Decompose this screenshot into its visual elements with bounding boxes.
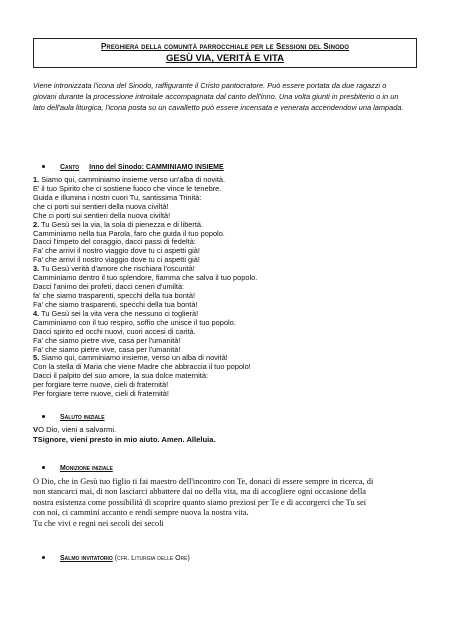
intro-line: giovani durante la processione introitale accompagnata dal canto dell'inno. Una volta giunti in presbiterio o in un xyxy=(33,92,399,102)
hymn-line: che ci porti sui sentieri della nuova civiltà! xyxy=(33,201,169,211)
hymn-line: Dacci il palpito del suo amore, la sua dolce maternità: xyxy=(33,371,209,381)
monizione-line: Tu che vivi e regni nei secoli dei secoli xyxy=(33,518,164,528)
versicle: VO Dio, vieni a salvarmi. xyxy=(33,425,117,434)
monizione-line: non stancarci mai, di non lasciarci abbattere dai no della vita, ma di accogliere ogni occasione della xyxy=(33,487,367,497)
salmo-reference: (cfr. Liturgia delle Ore) xyxy=(114,555,190,562)
hymn-line: per forgiare terre nuove, cieli di fraternità! xyxy=(33,380,169,390)
saluto-text xyxy=(33,425,216,445)
intro-line: lato dell'aula liturgica, l'icona posta su un cavalletto può essere incensata e venerata accendendovi una lampada. xyxy=(33,103,404,113)
hymn-line: E' il tuo Spirito che ci sostiene fuoco che vince le tenebre. xyxy=(33,183,222,193)
hymn-line: 1. Siamo qui, camminiamo insieme verso un'alba di novità. xyxy=(33,175,226,184)
salmo-label: Salmo invitatorio xyxy=(60,555,113,562)
salmo-heading xyxy=(42,555,190,562)
monizione-line: nostra esistenza come possibilità di scoprire quanto siamo preziosi per Te e di accorgerci che Tu sei xyxy=(33,497,367,507)
bullet-icon xyxy=(42,556,45,559)
canto-heading xyxy=(42,164,224,171)
hymn-line: Fa' che siamo pietre vive, casa per l'umanità! xyxy=(33,335,181,345)
stanza-number: 4. xyxy=(33,308,40,318)
hymn-line: Per forgiare terre nuove, cieli di fraternità! xyxy=(33,389,169,399)
hymn-line: Che ci porti sui sentieri della nuova civiltà! xyxy=(33,210,171,220)
intro-rubric xyxy=(33,80,423,114)
canto-title: Inno del Sinodo: CAMMINIAMO INSIEME xyxy=(89,164,224,171)
hymn-line: Dacci spirito ed occhi nuovi, cuori accesi di carità. xyxy=(33,326,196,336)
hymn-line: Dacci l'animo dei profeti, dacci ceneri d'umiltà: xyxy=(33,282,185,292)
hymn-line: Fa' che siamo pietre vive, casa per l'umanità! xyxy=(33,344,181,354)
hymn-line: 2. Tu Gesù sei la via, la sola di pienezza e di libertà. xyxy=(33,219,204,229)
saluto-heading xyxy=(42,414,105,421)
hymn-line: Camminiamo dentro il tuo splendore, fiamma che salva il tuo popolo. xyxy=(33,273,258,283)
monizione-heading xyxy=(42,465,113,472)
hymn-line: Con la stella di Maria che viene Madre che abbraccia il tuo popolo! xyxy=(33,362,251,372)
hymn-line: Guida e illumina i nostri cuori Tu, santissima Trinità: xyxy=(33,192,202,202)
bullet-icon xyxy=(42,466,45,469)
stanza-number: 3. xyxy=(33,264,40,274)
bullet-icon xyxy=(42,165,45,168)
versicle-marker: V xyxy=(33,425,39,434)
response-marker: T xyxy=(33,435,38,444)
response: TSignore, vieni presto in mio aiuto. Amen. Alleluia. xyxy=(33,435,216,444)
stanza-number: 2. xyxy=(33,219,40,229)
canto-label: Canto xyxy=(60,164,80,171)
intro-line: Viene intronizzata l'icona del Sinodo, raffigurante il Cristo pantocratore. Può essere portata da due ragazzi o xyxy=(33,81,387,90)
saluto-label: Saluto iniziale xyxy=(60,414,105,421)
monizione-line: con noi, ci cammini accanto e rendi sempre nuova la nostra vita. xyxy=(33,508,249,518)
hymn-line: fa' che siamo trasparenti, specchi della tua bontà! xyxy=(33,290,196,300)
hymn-line: Camminiamo nella tua Parola, faro che guida il tuo popolo. xyxy=(33,228,225,238)
hymn-line: Fa' che arrivi il nostro viaggio dove tu ci aspetti già! xyxy=(33,246,200,256)
monizione-text xyxy=(33,477,421,529)
document-subtitle: GESÙ VIA, VERITÀ E VITA xyxy=(165,53,285,64)
monizione-label: Monizione iniziale xyxy=(60,465,113,472)
hymn-line: Camminiamo con il tuo respiro, soffio che unisce il tuo popolo. xyxy=(33,317,236,327)
bullet-icon xyxy=(42,415,45,418)
stanza-number: 1. xyxy=(33,175,40,184)
hymn-line: Fa' che siamo trasparenti, specchi della tua bontà! xyxy=(33,299,198,309)
title-box xyxy=(33,38,417,68)
hymn-line: 5. Siamo qui, camminiamo insieme, verso un alba di novità! xyxy=(33,353,228,363)
monizione-line: O Dio, che in Gesù tuo figlio ti fai maestro dell'incontro con Te, donaci di essere sempre in ricerca, di xyxy=(33,477,374,486)
hymn-text xyxy=(33,176,257,399)
hymn-line: 3. Tu Gesù verità d'amore che rischiara l'oscurità! xyxy=(33,264,195,274)
hymn-line: Dacci l'impeto del coraggio, dacci passi di fedeltà: xyxy=(33,237,196,247)
stanza-number: 5. xyxy=(33,353,40,363)
document-title: Preghiera della comunità parrocchiale per le Sessioni del Sinodo xyxy=(100,42,350,51)
hymn-line: 4. Tu Gesù sei la vita vera che nessuno ci toglierà! xyxy=(33,308,199,318)
hymn-line: Fa' che arrivi il nostro viaggio dove tu ci aspetti già! xyxy=(33,255,200,265)
